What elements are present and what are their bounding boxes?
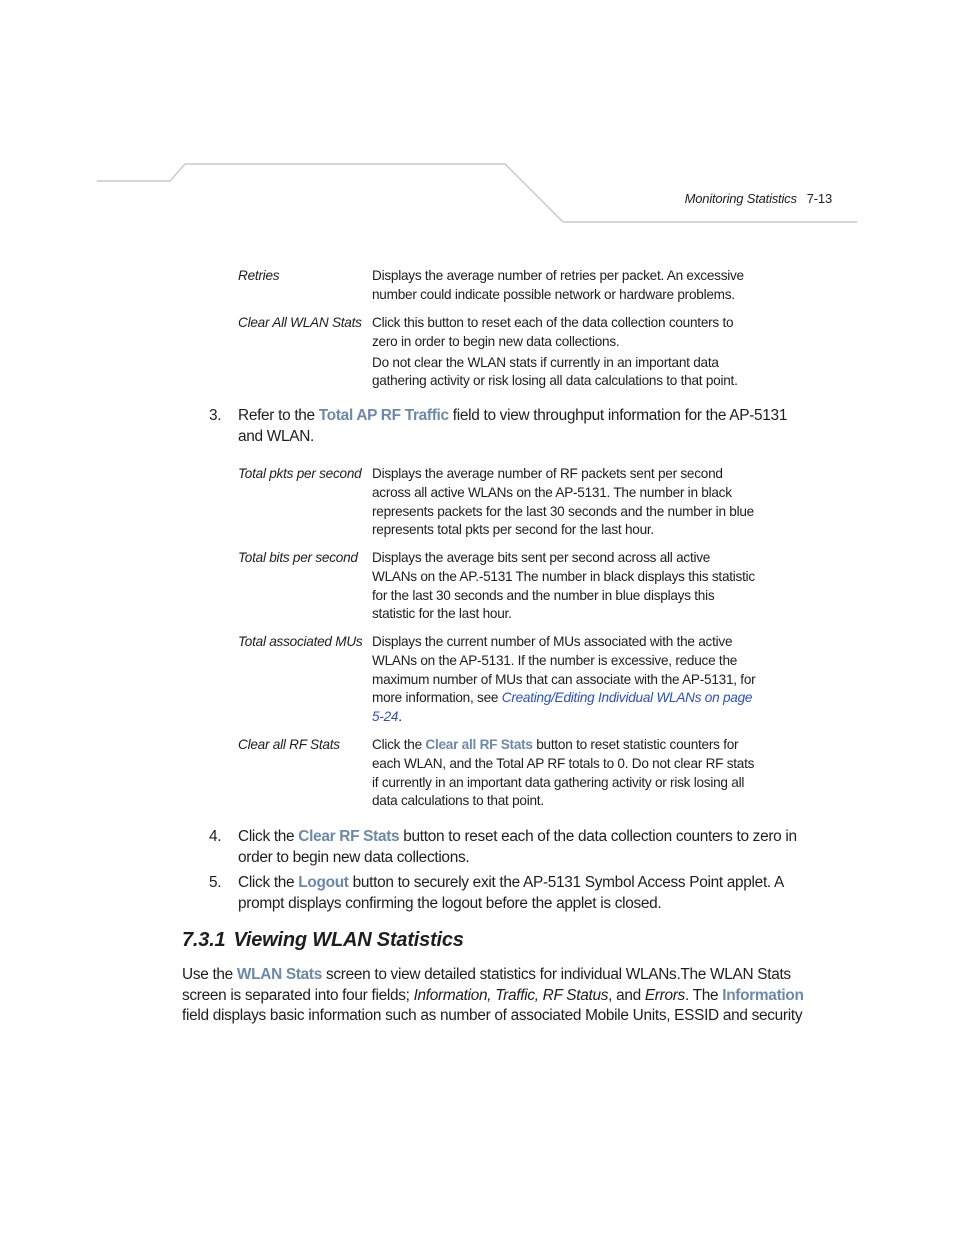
clear-all-rf-stats-button-ref[interactable]: Clear all RF Stats xyxy=(425,737,533,752)
step-number: 3. xyxy=(209,407,222,424)
definition-term: Clear All WLAN Stats xyxy=(238,315,362,330)
definition-term: Clear all RF Stats xyxy=(238,737,340,752)
information-link[interactable]: Information xyxy=(722,986,804,1004)
logout-button-ref[interactable]: Logout xyxy=(298,874,349,891)
definition-description: Click this button to reset each of the data collection counters to zero in order to begin new data collections. Do not clear the WLAN stats if currently in an important data gathering activity or risk losing all data calculations to that point. xyxy=(372,315,738,389)
definition-term: Retries xyxy=(238,268,280,283)
definition-term: Total associated MUs xyxy=(238,634,363,649)
definition-description: Displays the average bits sent per second across all active WLANs on the AP.-5131 The number in black displays this statistic for the last 30 seconds and the number in blue displays this statistic for the last hour. xyxy=(372,550,755,622)
total-ap-rf-traffic-link[interactable]: Total AP RF Traffic xyxy=(318,407,449,424)
clear-rf-stats-button-ref[interactable]: Clear RF Stats xyxy=(298,828,400,845)
intro-paragraph: Use the WLAN Stats screen to view detailed statistics for individual WLANs.The WLAN Stats screen is separated into four fields; Information, Traffic, RF Status, and Errors. The Information field displays basic information such as number of associated Mobile Units, ESSID and security xyxy=(182,966,804,1025)
definition-description: Displays the current number of MUs associated with the active WLANs on the AP-5131. If the number is excessive, reduce the maximum number of MUs that can associate with the AP-5131, for more information, see Creating/Editing Individual WLANs on page 5-24. xyxy=(372,634,756,725)
definition-term: Total pkts per second xyxy=(238,466,362,481)
definition-term: Total bits per second xyxy=(238,550,358,565)
step-number: 4. xyxy=(209,828,222,845)
section-heading xyxy=(182,929,464,952)
definition-description: Click the Clear all RF Stats button to reset statistic counters for each WLAN, and the Total AP RF totals to 0. Do not clear RF stats if currently in an important data gathering activity or risk losing all data calculations to that point. xyxy=(372,737,755,809)
definition-description: Displays the average number of RF packets sent per second across all active WLANs on the AP-5131. The number in black represents packets for the last 30 seconds and the number in blue represents total pkts per second for the last hour. xyxy=(372,466,754,538)
definition-description: Displays the average number of retries per packet. An excessive number could indicate possible network or hardware problems. xyxy=(372,268,744,302)
page-number: 7-13 xyxy=(806,191,832,206)
section-title: Viewing WLAN Statistics xyxy=(233,929,464,951)
running-head xyxy=(600,191,832,206)
running-head-title: Monitoring Statistics xyxy=(684,191,797,206)
cross-reference-link[interactable]: Creating/Editing Individual WLANs on page 5-24 xyxy=(372,690,753,725)
step-number: 5. xyxy=(209,874,222,891)
wlan-stats-link[interactable]: WLAN Stats xyxy=(236,966,322,983)
step-text: Click the Logout button to securely exit the AP-5131 Symbol Access Point applet. A prompt displays confirming the logout before the applet is closed. xyxy=(238,874,784,912)
step-text: Click the Clear RF Stats button to reset each of the data collection counters to zero in order to begin new data collections. xyxy=(238,828,797,866)
section-number: 7.3.1 xyxy=(182,929,226,951)
step-text: Refer to the Total AP RF Traffic field to view throughput information for the AP-5131 and WLAN. xyxy=(238,407,788,445)
